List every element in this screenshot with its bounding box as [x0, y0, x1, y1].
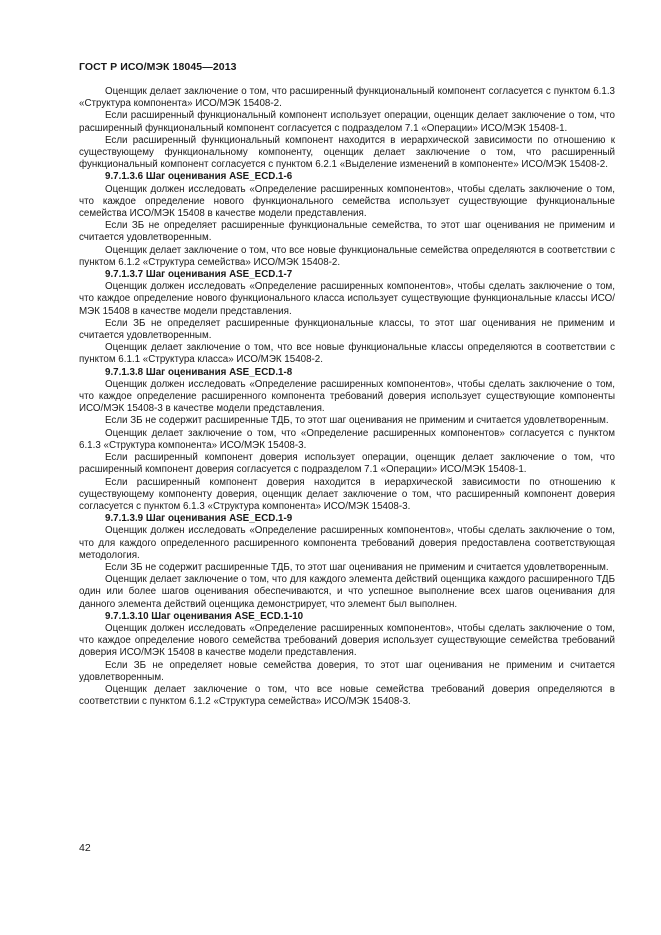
paragraph: Оценщик делает заключение о том, что расширенный функциональный компонент согласуется с пунктом 6.1.3 «Структура компонента» ИСО/МЭК 15408-2.: [79, 86, 615, 110]
paragraph: Если расширенный компонент доверия использует операции, оценщик делает заключение о том, что расширенный компонент доверия согласуется с подразделом 7.1 «Операции» ИСО/МЭК 15408-1.: [79, 452, 615, 476]
paragraph: Если расширенный функциональный компонент находится в иерархической зависимости по отношению к существующему функциональному компоненту, оценщик делает заключение о том, что расширенный функциональный компонент согласуется с пунктом 6.2.1 «Выделение изменений в компоненте» ИСО/МЭК 15408-2.: [79, 134, 615, 171]
paragraph: Если расширенный функциональный компонент использует операции, оценщик делает заключение о том, что расширенный функциональный компонент согласуется с подразделом 7.1 «Операции» ИСО/МЭК 15408-1.: [79, 110, 615, 134]
paragraph: Если ЗБ не определяет расширенные функциональные семейства, то этот шаг оценивания не применим и считается удовлетворенным.: [79, 220, 615, 244]
paragraph: Оценщик делает заключение о том, что все новые функциональные семейства определяются в соответствии с пунктом 6.1.2 «Структура семейства» ИСО/МЭК 15408-2.: [79, 244, 615, 268]
section-heading: 9.7.1.3.8 Шаг оценивания ASE_ECD.1-8: [105, 366, 293, 378]
section-heading: 9.7.1.3.9 Шаг оценивания ASE_ECD.1-9: [105, 513, 293, 525]
paragraph: Оценщик делает заключение о том, что для каждого элемента действий оценщика каждого расширенного ТДБ один или более шагов оценивания обеспечиваются, и что успешное выполнение всех шагов оценивания для данного элемента действий оценщика демонстрирует, что элемент был выполнен.: [79, 574, 615, 610]
paragraph: Оценщик делает заключение о том, что все новые семейства требований доверия определяются в соответствии с пунктом 6.1.2 «Структура семейства» ИСО/МЭК 15408-3.: [79, 683, 615, 708]
paragraph: Если ЗБ не определяет новые семейства доверия, то этот шаг оценивания не применим и считается удовлетворенным.: [79, 659, 615, 683]
paragraph: Оценщик делает заключение о том, что «Определение расширенных компонентов» согласуется с пунктом 6.1.3 «Структура компонента» ИСО/МЭК 15408-3.: [79, 427, 615, 451]
section-heading: 9.7.1.3.10 Шаг оценивания ASE_ECD.1-10: [105, 610, 304, 622]
page-number: 42: [79, 842, 91, 854]
paragraph: Оценщик должен исследовать «Определение расширенных компонентов», чтобы сделать заключение о том, что каждое определение нового функционального класса использует существующие функциональные классы ИСО/МЭК 15408 в качестве модели представления.: [79, 281, 615, 317]
paragraph: Если ЗБ не содержит расширенные ТДБ, то этот шаг оценивания не применим и считается удовлетворенным.: [105, 561, 609, 573]
paragraph: Оценщик должен исследовать «Определение расширенных компонентов», чтобы сделать заключение о том, что для каждого определенного расширенного компонента требований доверия предоставлена соответствующая методология.: [79, 525, 615, 561]
paragraph: Если ЗБ не определяет расширенные функциональные классы, то этот шаг оценивания не применим и считается удовлетворенным.: [79, 317, 615, 342]
paragraph: Если расширенный компонент доверия находится в иерархической зависимости по отношению к существующему компоненту доверия, оценщик делает заключение о том, что расширенный компонент доверия согласуется с пунктом 6.1.3 «Структура компонента» ИСО/МЭК 15408-3.: [79, 476, 615, 512]
paragraph: Если ЗБ не содержит расширенные ТДБ, то этот шаг оценивания не применим и считается удовлетворенным.: [105, 415, 609, 427]
document-body: [79, 86, 615, 708]
document-header: ГОСТ Р ИСО/МЭК 18045—2013: [79, 61, 237, 73]
section-heading: 9.7.1.3.6 Шаг оценивания ASE_ECD.1-6: [105, 171, 293, 183]
paragraph: Оценщик должен исследовать «Определение расширенных компонентов», чтобы сделать заключение о том, что каждое определение нового семейства требований доверия использует существующие семейства требований доверия ИСО/МЭК 15408 в качестве модели представления.: [79, 622, 615, 659]
paragraph: Оценщик должен исследовать «Определение расширенных компонентов», чтобы сделать заключение о том, что каждое определение нового функционального семейства использует существующие функциональные семейства ИСО/МЭК 15408 в качестве модели представления.: [79, 183, 615, 220]
paragraph: Оценщик должен исследовать «Определение расширенных компонентов», чтобы сделать заключение о том, что каждое определение расширенного компонента требований доверия использует существующие компоненты ИСО/МЭК 15408-3 в качестве модели представления.: [79, 378, 615, 415]
section-heading: 9.7.1.3.7 Шаг оценивания ASE_ECD.1-7: [105, 269, 293, 281]
paragraph: Оценщик делает заключение о том, что все новые функциональные классы определяются в соответствии с пунктом 6.1.1 «Структура класса» ИСО/МЭК 15408-2.: [79, 342, 615, 366]
